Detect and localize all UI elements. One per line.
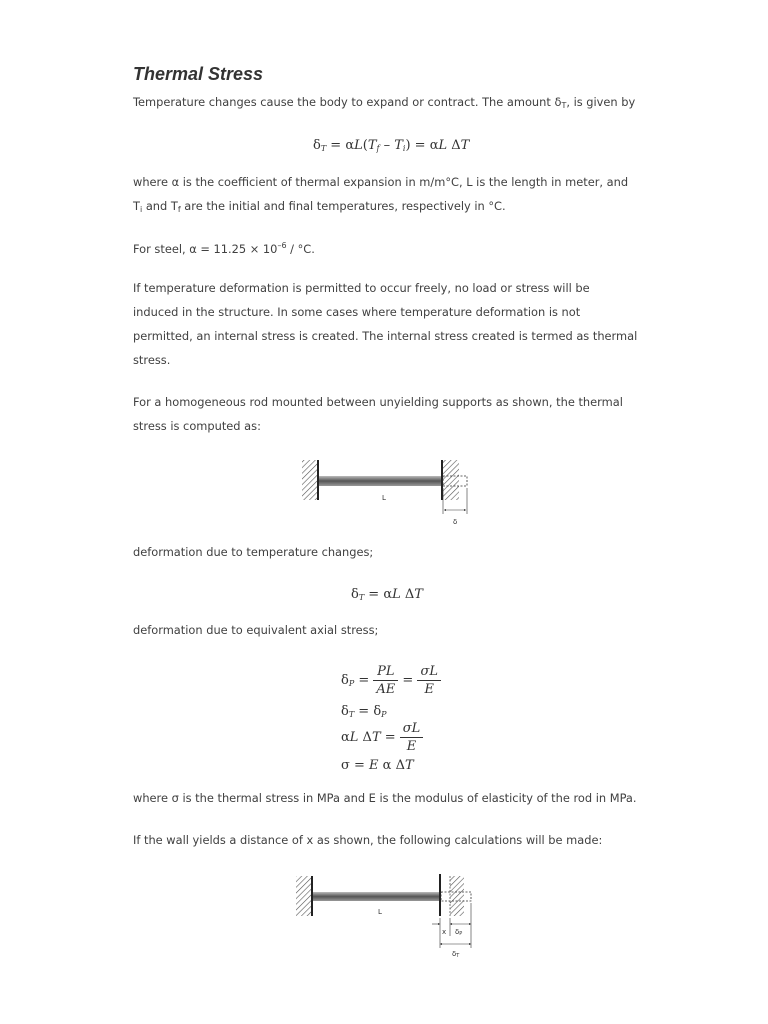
thermal-stress-equation: σ = E α ΔT (341, 758, 414, 773)
rod (319, 476, 441, 486)
eq5-fraction (400, 721, 424, 754)
thermal-stress-line3: permitted, an internal stress is created. The internal stress created is termed as thermal (133, 329, 638, 343)
thermal-stress-line1: If temperature deformation is permitted to occur freely, no load or stress will be (133, 281, 590, 295)
delta-label: δ (453, 518, 458, 526)
equality-equation: $\delta_T = \delta_P$ (341, 704, 387, 719)
rod-2 (313, 892, 439, 901)
coefficient-description-line1: where α is the coefficient of thermal expansion in m/m°C, L is the length in meter, and (133, 175, 629, 189)
eq5-den: E (406, 739, 417, 754)
right-wall-hatch (443, 460, 459, 500)
page-title: Thermal Stress (133, 64, 264, 84)
temperature-deformation-equation: $\delta_T = \alpha L$ ΔT (351, 587, 423, 602)
homogeneous-rod-line1: For a homogeneous rod mounted between unyielding supports as shown, the thermal (133, 395, 623, 409)
stress-definition: where σ is the thermal stress in MPa and E is the modulus of elasticity of the rod in MPa. (133, 791, 637, 805)
x-label: x (442, 928, 447, 936)
eq5-lhs: αL ΔT = (341, 730, 396, 745)
original-wall-hatch (450, 876, 464, 916)
eq3-den1: AE (376, 682, 396, 697)
stress-substitution-equation (341, 721, 423, 754)
eq3-fraction-2 (417, 664, 441, 697)
thermal-stress-line2: induced in the structure. In some cases where temperature deformation is not (133, 305, 581, 319)
thermal-stress-line4: stress. (133, 353, 171, 367)
coefficient-description-line2: $T_i$ and $T_f$ are the initial and final temperatures, respectively in °C. (133, 199, 506, 214)
eq3-lhs: $\delta_P$ = (341, 673, 370, 688)
wall-yield-intro: If the wall yields a distance of x as shown, the following calculations will be made: (133, 833, 603, 847)
eq3-num1: PL (373, 664, 398, 681)
rod-supports-diagram (300, 458, 480, 530)
deltaP-label: δP (455, 928, 463, 937)
axial-stress-deformation-label: deformation due to equivalent axial stress; (133, 623, 379, 637)
length-label-2: L (378, 908, 382, 916)
eq5-num: σL (400, 721, 424, 738)
length-label: L (382, 494, 386, 502)
left-wall-hatch (302, 460, 318, 500)
axial-deformation-equation (341, 664, 441, 697)
eq3-num2: σL (417, 664, 441, 681)
thermal-deformation-equation: $\delta_T = \alpha L(T_f - T_i) = \alpha L$ ΔT (313, 138, 470, 153)
temperature-deformation-label: deformation due to temperature changes; (133, 545, 374, 559)
eq3-den2: E (424, 682, 434, 697)
left-wall-hatch-2 (296, 876, 312, 916)
intro-paragraph: Temperature changes cause the body to expand or contract. The amount $\delta_T$, is given by (133, 95, 636, 110)
eq3-fraction-1 (373, 664, 398, 697)
homogeneous-rod-line2: stress is computed as: (133, 419, 261, 433)
eq3-mid: = (402, 673, 414, 688)
yielding-wall-diagram (294, 872, 480, 962)
deltaT-label: δT (452, 950, 460, 959)
steel-coefficient: For steel, $\alpha = 11.25 \times 10^{-6} / ^\circ C$. (133, 241, 315, 256)
